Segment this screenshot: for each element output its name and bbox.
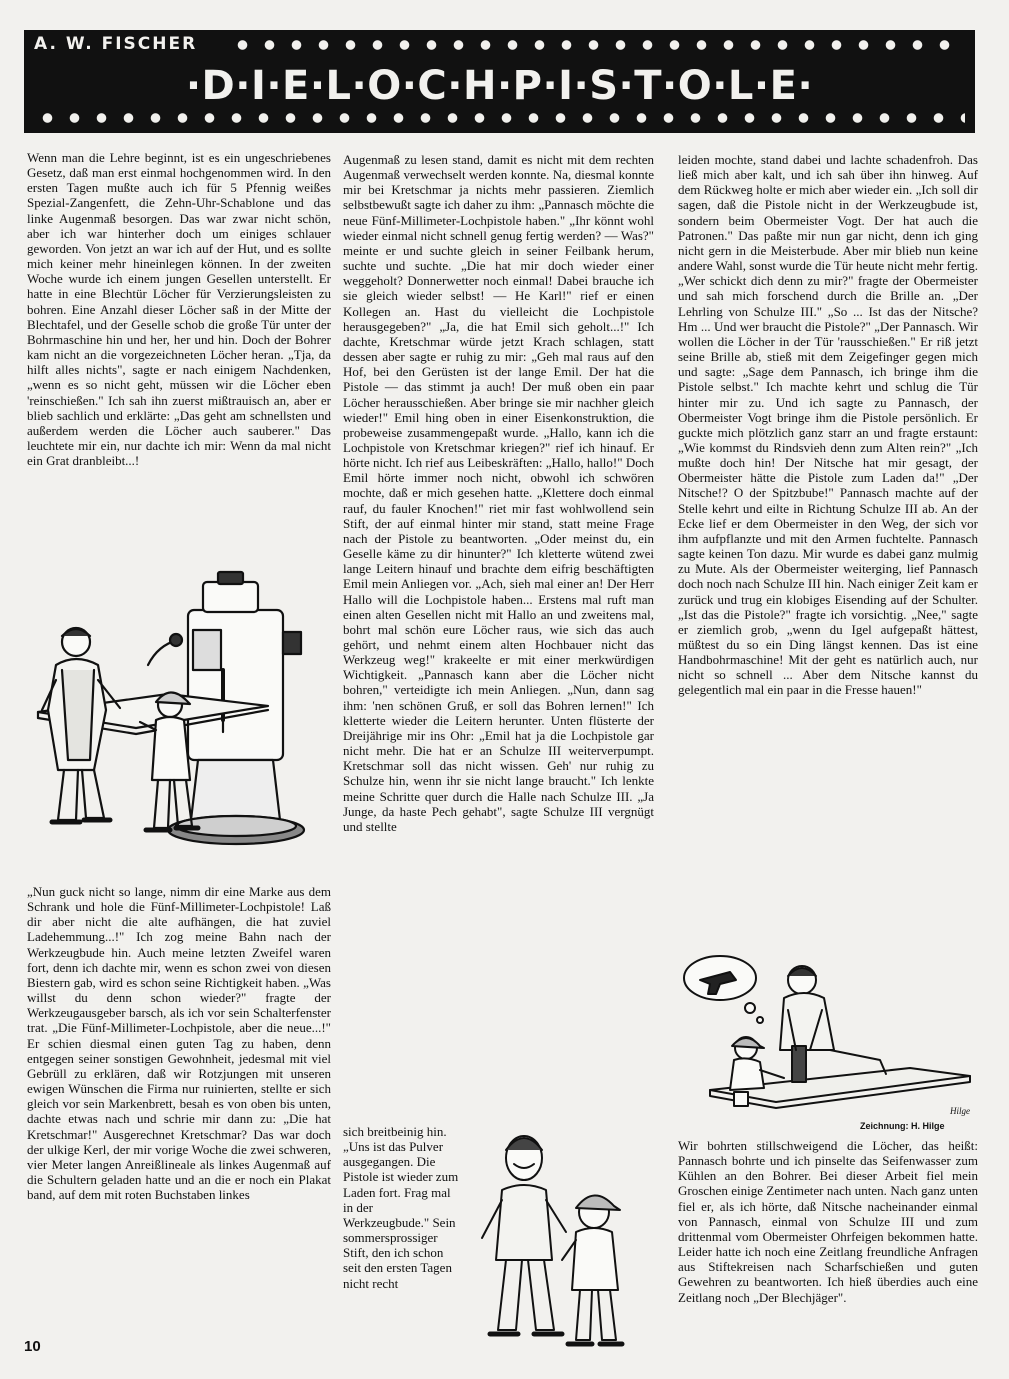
column-3-bottom [678, 1138, 978, 1305]
title-banner [24, 30, 975, 133]
column-2-top-text: Augenmaß zu lesen stand, damit es nicht mit dem rechten Augenmaß verwechselt werden konnte. Na, diesmal konnte mir bei Kretschmar ja nichts mehr passieren. Ziemlich selbstbewußt sagte ich daher zu ihm: „Pannasch möchte die neue Fünf-Millimeter-Lochpistole haben." „Ihr könnt wohl wieder einmal nicht schnell genug fertig werden? — Was?" meinte er und suchte gleich in seiner Feilbank herum, suchte und suchte. „Die hat mir doch wieder einer weggeholt? Donnerwetter noch einmal! Dabei brauche ich sie gleich wieder selbst! — He Karl!" rief er einen Kollegen an. Hast du vielleicht die Lochpistole herausgegeben?" „Ja, die hat Emil sich geholt...!" Ich dachte, Kretschmar würde jetzt Krach schlagen, statt dessen aber sagte er ruhig zu mir: „Geh mal raus auf den Hof, bei den Gerüsten ist der lange Emil. Der hat die Pistole — das stimmt ja auch! Der muß oben ein paar Löcher herausschießen. Aber bringe sie mir nachher gleich wieder!" Emil hing oben in einer Eisenkonstruktion, die probeweise zusammengepaßt wurde. „Hallo, kann ich die Lochpistole von Kretschmar kriegen?" rief ich hinauf. Er hörte nicht. Ich rief aus Leibeskräften: „Hallo, hallo!" Doch Emil hörte immer noch nicht, obwohl ich schwören mochte, daß er mich gesehen hatte. „Klettere doch einmal rauf, du fauler Knochen!" riet mir fast wohlwollend sein Stift, der auf einmal hinter mir stand, statt meine Frage nach der Pistole zu beantworten. „Oder meinst du, ein Geselle käme zu dir hinunter?" Ich kletterte wütend zwei lange Leitern hinauf und brachte dem eifrig beschäftigten Emil mein Anliegen vor. „Ach, sieh mal einer an! Der Herr Hallo will die Lochpistole haben... Erstens mal ruft man einen alten Gesellen nicht mit Hallo an und zweitens mal, bohrt mal schön eure Löcher raus, wie sich das auch gehört, und nehmt einem alten Hochbauer nicht das Werkzeug weg!" krakeelte er mit einer merkwürdigen Wichtigkeit. „Pannasch kann aber die Löcher nicht bohren," verteidigte ich mein Anliegen. „Nun, dann sag ihm: 'nen schönen Gruß, er soll das Bohren lernen!" Ich kletterte wieder die Leitern herunter. Unten flüsterte der Dreijährige mir ins Ohr: „Emil hat ja die Lochpistole gar nicht mehr. Die hat er an Schulze III weiterverpumpt. Kretschmar soll das nicht wissen. Geh' nur ruhig zu Schulze hin, wenn ihr sie nicht lange braucht." Ich lenkte meine Schritte quer durch die Halle nach Schulze III. „Ja Junge, da haste Pech gehabt", sagte Schulze III vergnügt und stellte [343, 152, 654, 834]
column-3-bottom-text: Wir bohrten stillschweigend die Löcher, das heißt: Pannasch bohrte und ich pinselte das Seifenwasser zum Kühlen an den Bohrer. Bei dieser Arbeit fiel mein Groschen einige Zentimeter nach unten. Nach ganz unten fiel er, als ich hörte, daß Nitsche nacheinander einmal von Pannasch, einmal von Schulze III und zum drittenmal vom Obermeister Ohrfeigen bekommen hatte. Leider hatte ich noch eine Zeitlang freundliche Anfragen aus Stiftekreisen nach Scharfschießen und guten Gewehren zu beantworten. Ich hieß überdies auch eine Zeitlang noch „Der Blechjäger". [678, 1138, 978, 1305]
column-1-bottom-text: „Nun guck nicht so lange, nimm dir eine Marke aus dem Schrank und hole die Fünf-Millimeter-Lochpistole! Laß dir aber nicht die alte aufhängen, die hat zuviel Ladehemmung...!" Ich zog meine Bahn nach der Werkzeugbude hin. Auch meine letzten Zweifel waren fort, denn ich dachte mir, wenn es schon zwei von diesen Biestern gab, wird es schon seine Richtigkeit haben. „Was willst du denn schon wieder?" fragte der Werkzeugausgeber barsch, als ich vor sein Schalterfenster trat. „Die Fünf-Millimeter-Lochpistole, aber die neue...!" Er schien diesmal einen guten Tag zu haben, denn entgegen seiner sonstigen Gewohnheit, jedesmal mit viel Gebrüll zu erklären, daß wir Rotzjungen mit unseren ewigen Wünschen die Firma nur ruinierten, stellte er sich gleich vor sein Markenbrett, besah es von oben bis unten, dachte etwas nach und schrie mir dann zu: „Die hat Kretschmar!" Ausgerechnet Kretschmar? Das war doch der ulkige Kerl, der mir vorige Woche die zwei schweren, vier Meter langen Anreißlineale als linkes Augenmaß auf die Schultern geladen hatte und an die er noch ein Plakat band, auf dem mit roten Buchstaben linkes [27, 884, 331, 1203]
schulze-and-apprentice-illustration [462, 1120, 652, 1355]
column-1-top [27, 150, 331, 468]
dot-border-bottom [34, 111, 965, 125]
column-1-bottom [27, 884, 331, 1202]
column-2-top [343, 152, 654, 834]
drill-press-illustration [28, 570, 330, 870]
illustrator-signature: Hilge [950, 1106, 970, 1116]
column-2-bottom-text: sich breitbeinig hin. „Uns ist das Pulver ausgegangen. Die Pistole ist wieder zum Laden fort. Frag mal in der Werkzeugbude." Sein sommersprossiger Stift, den ich schon seit den ersten Tagen nicht recht [343, 1124, 459, 1291]
column-3-top-text: leiden mochte, stand dabei und lachte schadenfroh. Das ließ mich aber kalt, und ich sah über ihn hinweg. Auf dem Rückweg holte er mich aber wieder ein. „Ich soll dir sagen, daß die Pistole nicht in der Werkzeugbude ist, sondern beim Obermeister Vogt. Der hat auch die Patronen." Das paßte mir nun gar nicht, denn ich ging nicht gern in die Meisterbude. Aber mir blieb nun keine andere Wahl, sonst wurde die Tür heute nicht mehr fertig. „Wer schickt dich denn zu mir?" fragte der Obermeister und sah mich forschend durch die Brille an. „Der Lehrling von Schulze III." „So ... Ist das der Nitsche? Hm ... Und wer braucht die Pistole?" „Der Pannasch. Wir wollen die Löcher in der Tür 'rausschießen." Er riß jetzt seine Brille ab, stieß mit dem Zeigefinger gegen mich und sagte: „Sage dem Pannasch, ich bringe ihm die Pistole selbst." Ich machte kehrt und schlug die Tür hinter mir zu. Und ich sagte zu Pannasch, der Obermeister Vogt bringe ihm die Pistole persönlich. Er guckte mich plötzlich ganz starr an und fragte erstaunt: „Wie kommst du Rindsvieh denn zum Alten rein?" „Ich mußte doch hin! Der Nitsche hat mir gesagt, der Obermeister hätte die Pistole zum Laden da!" „Der Nitsche!? O der Spitzbube!" Pannasch machte auf der Stelle kehrt und eilte in Richtung Schulze III ab. An der Ecke lief er dem Obermeister in den Weg, der sich vor ihm aufpflanzte und mit den Armen fuchtelte. Pannasch sagte keinen Ton dazu. Mir wurde es dabei ganz mulmig zu Mute. Als der Obermeister weiterging, lief Pannasch doch noch nach Schulze III hin. Nach einiger Zeit kam er zurück und trug ein klobiges Eisending auf der Schulter. „Ist das die Pistole?" fragte ich vorsichtig. „Nee," sagte er ziemlich grob, „wenn du Igel aufgepaßt hättest, müßtest du so ein Ding längst kennen. Das ist eine Handbohrmaschine! Mit der geht es natürlich auch, nur nicht so schnell ... Aber dem Nitsche kannst du gelegentlich mal ein paar in die Fresse hauen!" [678, 152, 978, 698]
illustration-credit: Zeichnung: H. Hilge [860, 1121, 945, 1131]
page-number: 10 [24, 1338, 41, 1355]
hand-drill-illustration [680, 950, 978, 1118]
column-3-top [678, 152, 978, 698]
column-1-top-text: Wenn man die Lehre beginnt, ist es ein ungeschriebenes Gesetz, daß man erst einmal hochgenommen wird. In den ersten Tagen mußte auch ich für 5 Pfennig weißes Spezial-Zangenfett, die Zehn-Uhr-Schablone und das linke Augenmaß besorgen. Das war zwar nicht schön, aber ich war hinterher doch um einiges schlauer geworden. Von jetzt an war ich auf der Hut, und es sollte mich keiner mehr hineinlegen können. In der zweiten Woche wurde ich einem jungen Gesellen unterstellt. Er hatte in eine Blechtür Löcher für Verzierungsleisten zu bohren. Eine Anzahl dieser Löcher saß in der Mitte der Blechtafel, und der Geselle schob die große Tür unter der Bohrmaschine hin und her, her und hin. Doch der Bohrer kam nicht an die vorgezeichneten Löcher heran. „Tja, da hilft alles nichts", sagte er nach einigem Nachdenken, „wenn es so nicht geht, müssen wir die Löcher eben 'reinschießen." Ich sah ihn zuerst mißtrauisch an, aber er blieb sachlich und erklärte: „Das geht am schnellsten und außerdem werden die Löcher auch sauberer." Das leuchtete mir ein, nur dachte ich mir: Wenn da mal nicht ein Grat dranbleibt...! [27, 150, 331, 469]
author-name: A. W. FISCHER [34, 34, 198, 54]
column-2-bottom [343, 1124, 460, 1291]
story-title: ·D·I·E·L·O·C·H·P·I·S·T·O·L·E· [185, 63, 814, 109]
dot-border-top [229, 38, 965, 52]
